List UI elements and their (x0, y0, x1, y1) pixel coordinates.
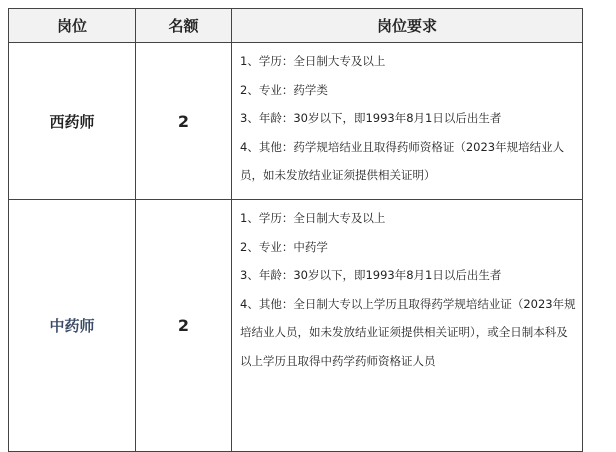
requirements-cell (232, 43, 583, 200)
post-count: 2 (136, 200, 232, 452)
requirement-line: 3、年龄：30岁以下，即1993年8月1日以后出生者 (240, 268, 502, 282)
header-requirements: 岗位要求 (232, 9, 583, 43)
requirement-line: 2、专业：药学类 (240, 82, 328, 97)
requirement-line: 1、学历：全日制大专及以上 (240, 211, 386, 225)
post-name: 西药师 (9, 43, 136, 200)
table-header-row (9, 9, 583, 43)
requirement-line: 3、年龄：30岁以下，即1993年8月1日以后出生者 (240, 111, 502, 125)
requirements-cell (232, 200, 583, 452)
header-count: 名额 (136, 9, 232, 43)
post-name: 中药师 (9, 200, 136, 452)
table-row (9, 43, 583, 200)
job-requirements-table (8, 8, 583, 452)
requirement-line: 2、专业：中药学 (240, 239, 328, 254)
requirement-line: 4、其他：药学规培结业且取得药师资格证（2023年规培结业人员，如未发放结业证须提供相关证明） (240, 139, 565, 182)
requirement-line: 4、其他：全日制大专以上学历且取得药学规培结业证（2023年规培结业人员，如未发放结业证须提供相关证明），或全日制本科及以上学历且取得中药学药师资格证人员 (240, 296, 576, 368)
post-count: 2 (136, 43, 232, 200)
requirement-line: 1、学历：全日制大专及以上 (240, 54, 386, 68)
table-row (9, 200, 583, 452)
header-post: 岗位 (9, 9, 136, 43)
